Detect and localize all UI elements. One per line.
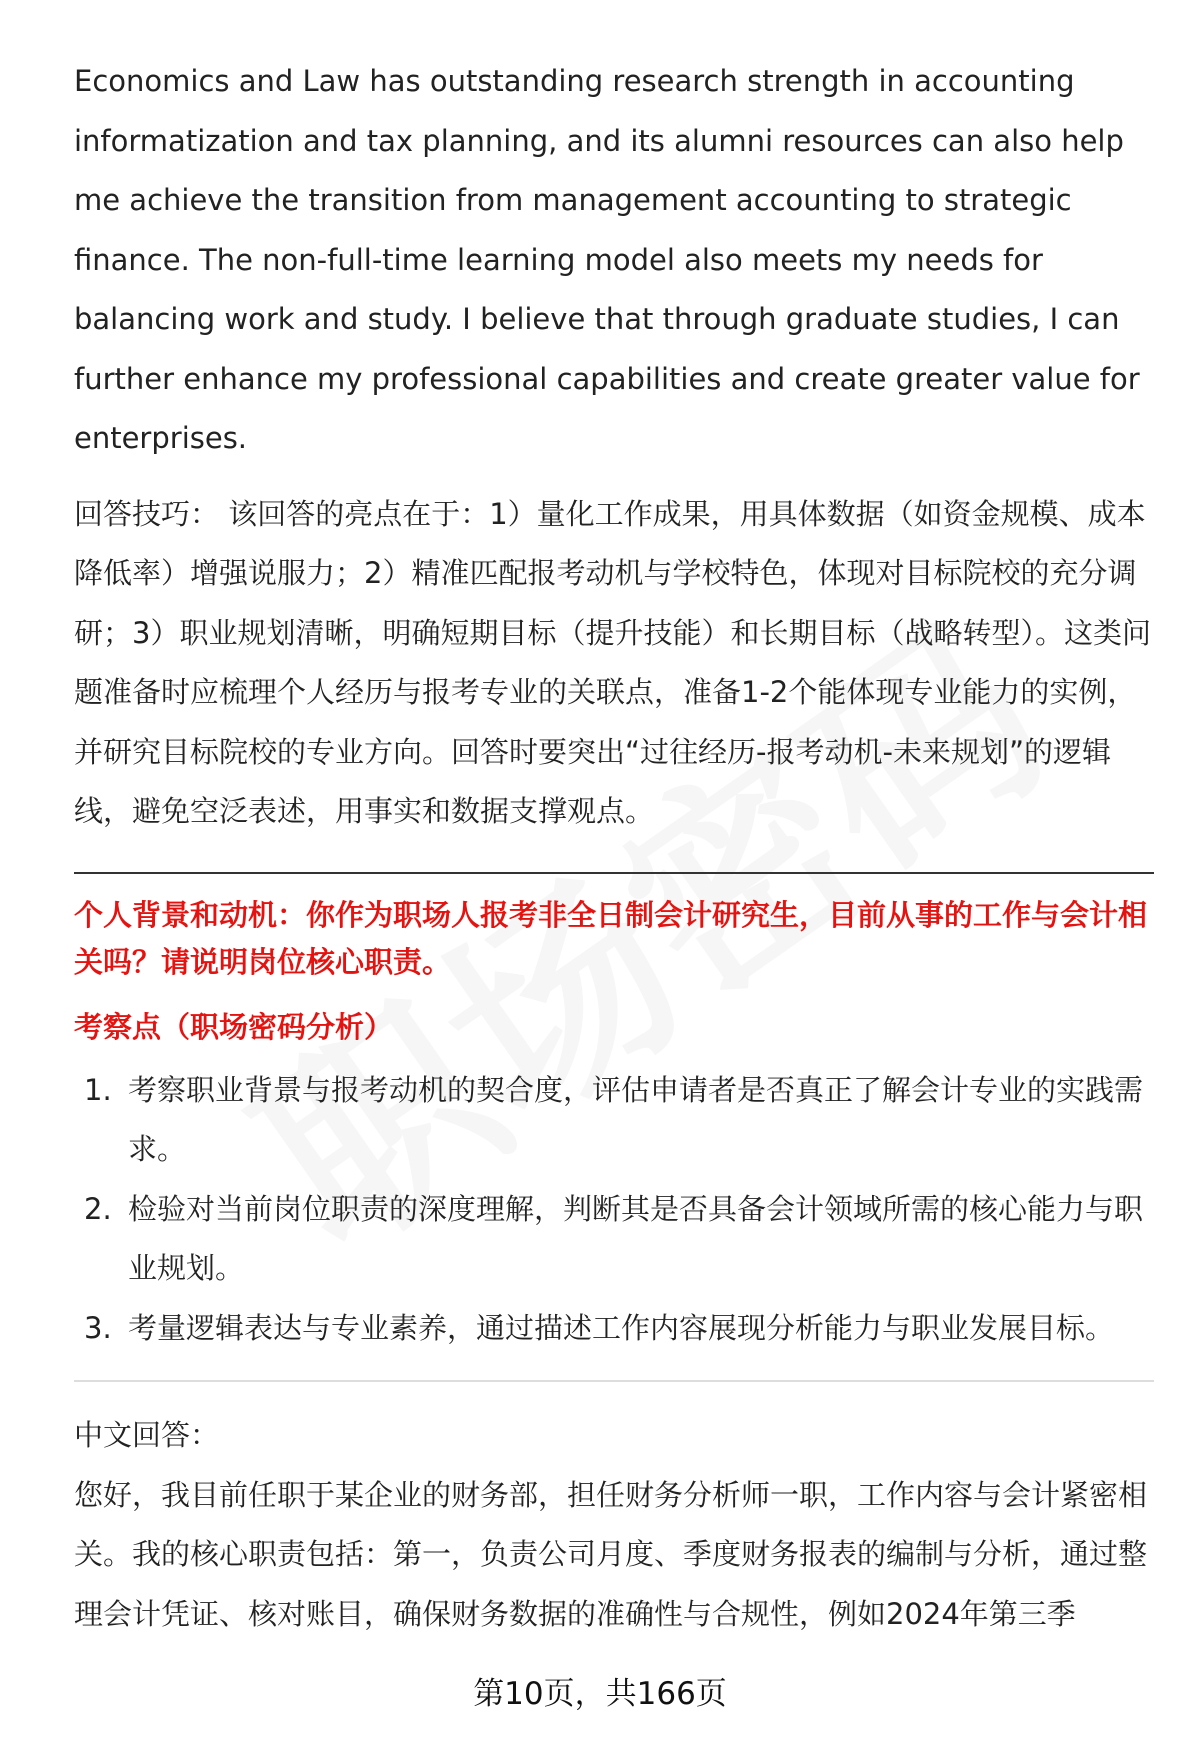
exam-points-heading: 考察点（职场密码分析） [74, 1009, 394, 1044]
list-item-text: 考量逻辑表达与专业素养，通过描述工作内容展现分析能力与职业发展目标。 [128, 1310, 1115, 1345]
list-item [74, 1180, 1154, 1299]
page-footer: 第10页，共166页 [473, 1676, 727, 1712]
list-item-number: 2. [84, 1191, 112, 1226]
list-item-number: 1. [84, 1072, 112, 1107]
list-item [74, 1299, 1154, 1359]
section-divider [74, 872, 1154, 874]
question-heading: 个人背景和动机：你作为职场人报考非全日制会计研究生，目前从事的工作与会计相关吗？请说明岗位核心职责。 [74, 897, 1148, 979]
tips-paragraph: 回答技巧： 该回答的亮点在于：1）量化工作成果，用具体数据（如资金规模、成本降低率）增强说服力；2）精准匹配报考动机与学校特色，体现对目标院校的充分调研；3）职业规划清晰，明确短期目标（提升技能）和长期目标（战略转型）。这类问题准备时应梳理个人经历与报考专业的关联点，准备1-2个能体现专业能力的实例，并研究目标院校的专业方向。回答时要突出“过往经历-报考动机-未来规划”的逻辑线，避免空泛表述，用事实和数据支撑观点。 [74, 496, 1151, 828]
light-divider [74, 1380, 1154, 1382]
list-item [74, 1061, 1154, 1180]
chinese-answer-text: 您好，我目前任职于某企业的财务部，担任财务分析师一职，工作内容与会计紧密相关。我的核心职责包括：第一，负责公司月度、季度财务报表的编制与分析，通过整理会计凭证、核对账目，确保财务数据的准确性与合规性，例如2024年第三季 [74, 1477, 1148, 1631]
exam-points-list [74, 1061, 1154, 1359]
document-page [74, 52, 1154, 1644]
list-item-text: 检验对当前岗位职责的深度理解，判断其是否具备会计领域所需的核心能力与职业规划。 [128, 1191, 1144, 1285]
chinese-answer-label: 中文回答： [74, 1418, 220, 1452]
list-item-text: 考察职业背景与报考动机的契合度，评估申请者是否真正了解会计专业的实践需求。 [128, 1072, 1144, 1166]
intro-paragraph: Economics and Law has outstanding research strength in accounting informatization and tax planning, and its alumni resources can also help me achieve the transition from management accounting to strategic finance. The non-full-time learning model also meets my needs for balancing work and study. I believe that through graduate studies, I can further enhance my professional capabilities and create greater value for enterprises. [74, 64, 1140, 455]
list-item-number: 3. [84, 1310, 112, 1345]
